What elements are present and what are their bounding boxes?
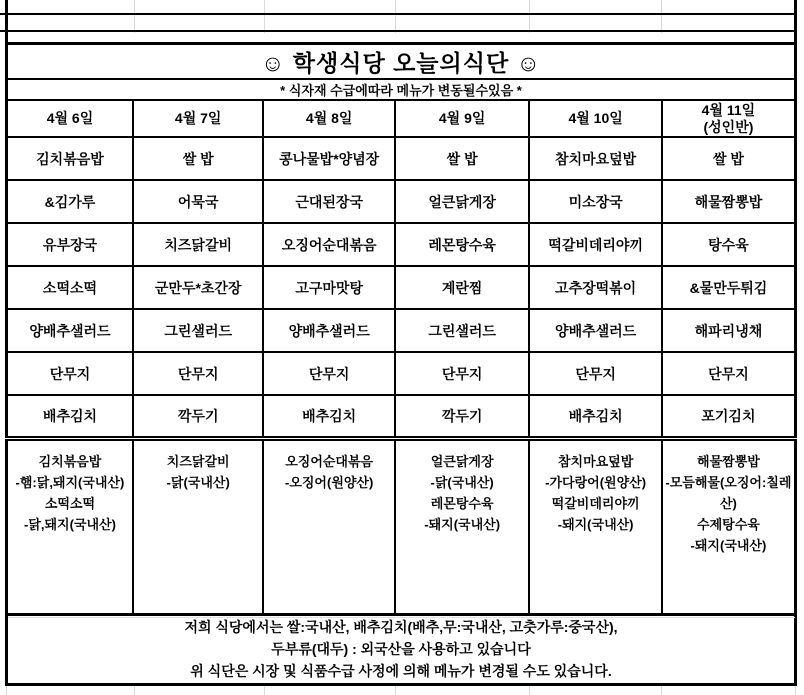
menu-cell: 얼큰닭게장 bbox=[395, 180, 529, 223]
menu-cell: 단무지 bbox=[529, 352, 661, 395]
menu-cell: 소떡소떡 bbox=[7, 266, 133, 309]
date-cell bbox=[133, 100, 263, 137]
menu-cell: 떡갈비데리야끼 bbox=[529, 223, 661, 266]
menu-cell: 깍두기 bbox=[133, 395, 263, 438]
menu-cell: 김치볶음밥 bbox=[7, 137, 133, 180]
menu-cell: 양배추샐러드 bbox=[529, 309, 661, 352]
menu-cell: 근대된장국 bbox=[263, 180, 394, 223]
gridline-h bbox=[8, 617, 795, 618]
menu-table bbox=[5, 42, 797, 686]
date-cell bbox=[662, 100, 796, 137]
origin-cell bbox=[662, 438, 796, 614]
gridline-h-bold bbox=[0, 13, 797, 15]
menu-cell: 그린샐러드 bbox=[133, 309, 263, 352]
menu-cell: 유부장국 bbox=[7, 223, 133, 266]
gridline-v-bold bbox=[5, 0, 8, 42]
menu-cell: 배추김치 bbox=[263, 395, 394, 438]
menu-cell: 포기김치 bbox=[662, 395, 796, 438]
gridline-v bbox=[395, 0, 396, 33]
date-cell bbox=[529, 100, 661, 137]
gridline-v bbox=[529, 0, 530, 33]
origin-line: 얼큰닭게장 bbox=[430, 453, 494, 469]
menu-cell: 양배추샐러드 bbox=[7, 309, 133, 352]
origin-line: 레몬탕수육 bbox=[430, 495, 494, 511]
origin-line: -닭(국내산) bbox=[430, 474, 494, 490]
origin-cell bbox=[529, 438, 661, 614]
origin-line: 김치볶음밥 bbox=[38, 453, 102, 469]
menu-cell: 치즈닭갈비 bbox=[133, 223, 263, 266]
gridline-v bbox=[6, 686, 7, 695]
menu-cell: 단무지 bbox=[662, 352, 796, 395]
menu-cell: 해물짬뽕밥 bbox=[662, 180, 796, 223]
origin-line: -닭,돼지(국내산) bbox=[24, 516, 116, 532]
gridline-v bbox=[661, 0, 662, 33]
menu-cell: 쌀 밥 bbox=[395, 137, 529, 180]
date-cell bbox=[395, 100, 529, 137]
origin-line: -햄:닭,돼지(국내산) bbox=[15, 474, 125, 490]
menu-cell: 단무지 bbox=[133, 352, 263, 395]
menu-cell: 고추장떡볶이 bbox=[529, 266, 661, 309]
menu-cell: 레몬탕수육 bbox=[395, 223, 529, 266]
date-label: 4월 8일 bbox=[305, 110, 353, 126]
gridline-v bbox=[529, 686, 530, 695]
menu-cell: 계란찜 bbox=[395, 266, 529, 309]
origin-line: 참치마요덮밥 bbox=[557, 453, 634, 469]
origin-line: 해물짬뽕밥 bbox=[697, 453, 760, 469]
date-label: 4월 11일 bbox=[701, 101, 756, 118]
gridline-v bbox=[134, 686, 135, 695]
origin-cell bbox=[133, 438, 263, 614]
menu-cell: 그린샐러드 bbox=[395, 309, 529, 352]
date-label: 4월 10일 bbox=[568, 110, 623, 126]
menu-cell: 쌀 밥 bbox=[662, 137, 796, 180]
menu-cell: 깍두기 bbox=[395, 395, 529, 438]
menu-cell: 미소장국 bbox=[529, 180, 661, 223]
menu-cell: 배추김치 bbox=[529, 395, 661, 438]
gridline-v bbox=[264, 686, 265, 695]
menu-cell: 어묵국 bbox=[133, 180, 263, 223]
date-note: (성인반) bbox=[703, 118, 754, 135]
footer-line: 저희 식당에서는 쌀:국내산, 배추김치(배추,무:국내산, 고춧가루:중국산), bbox=[184, 619, 618, 635]
origin-line: -모듬해물(오징어:칠레산) bbox=[665, 474, 792, 511]
origin-line: -닭(국내산) bbox=[166, 474, 230, 490]
origin-line: -가다랑어(원양산) bbox=[545, 474, 647, 490]
menu-cell: 참치마요덮밥 bbox=[529, 137, 661, 180]
menu-cell: 콩나물밥*양념장 bbox=[263, 137, 394, 180]
origin-line: -돼지(국내산) bbox=[424, 516, 501, 532]
origin-line: -오징어(원양산) bbox=[284, 474, 374, 490]
menu-cell: 오징어순대볶음 bbox=[263, 223, 394, 266]
menu-cell: 고구마맛탕 bbox=[263, 266, 394, 309]
page-title: ☺ 학생식당 오늘의식단 ☺ bbox=[7, 44, 796, 80]
origin-line: -돼지(국내산) bbox=[690, 537, 767, 553]
menu-cell: 단무지 bbox=[395, 352, 529, 395]
date-label: 4월 6일 bbox=[46, 110, 94, 126]
date-label: 4월 7일 bbox=[174, 110, 222, 126]
gridline-v bbox=[264, 0, 265, 33]
gridline-v bbox=[661, 686, 662, 695]
origin-line: -돼지(국내산) bbox=[557, 516, 634, 532]
footer-line: 두부류(대두) : 외국산을 사용하고 있습니다 bbox=[271, 641, 531, 657]
origin-line: 치즈닭갈비 bbox=[166, 453, 230, 469]
date-cell bbox=[263, 100, 394, 137]
gridline-v bbox=[395, 686, 396, 695]
origin-cell bbox=[7, 438, 133, 614]
menu-cell: &김가루 bbox=[7, 180, 133, 223]
footer-line: 위 식단은 시장 및 식품수급 사정에 의해 메뉴가 변경될 수도 있습니다. bbox=[190, 663, 612, 679]
origin-line: 수제탕수육 bbox=[697, 516, 760, 532]
origin-line: 오징어순대볶음 bbox=[285, 453, 374, 469]
gridline-h-bold bbox=[0, 30, 797, 32]
menu-subtitle: * 식자재 수급에따라 메뉴가 변동될수있음 * bbox=[7, 79, 796, 100]
menu-cell: 양배추샐러드 bbox=[263, 309, 394, 352]
origin-line: 떡갈비데리야끼 bbox=[551, 495, 640, 511]
menu-cell: 군만두*초간장 bbox=[133, 266, 263, 309]
date-cell bbox=[7, 100, 133, 137]
origin-cell bbox=[263, 438, 394, 614]
menu-cell: 단무지 bbox=[7, 352, 133, 395]
gridline-v bbox=[134, 0, 135, 33]
menu-cell: 탕수육 bbox=[662, 223, 796, 266]
menu-cell: 배추김치 bbox=[7, 395, 133, 438]
gridline-v bbox=[795, 686, 796, 695]
menu-cell: &물만두튀김 bbox=[662, 266, 796, 309]
date-label: 4월 9일 bbox=[438, 110, 486, 126]
origin-cell bbox=[395, 438, 529, 614]
footer-notice bbox=[7, 614, 796, 684]
origin-line: 소떡소떡 bbox=[44, 495, 96, 511]
menu-cell: 쌀 밥 bbox=[133, 137, 263, 180]
menu-cell: 단무지 bbox=[263, 352, 394, 395]
menu-cell: 해파리냉채 bbox=[662, 309, 796, 352]
gridline-v-bold bbox=[794, 0, 797, 42]
